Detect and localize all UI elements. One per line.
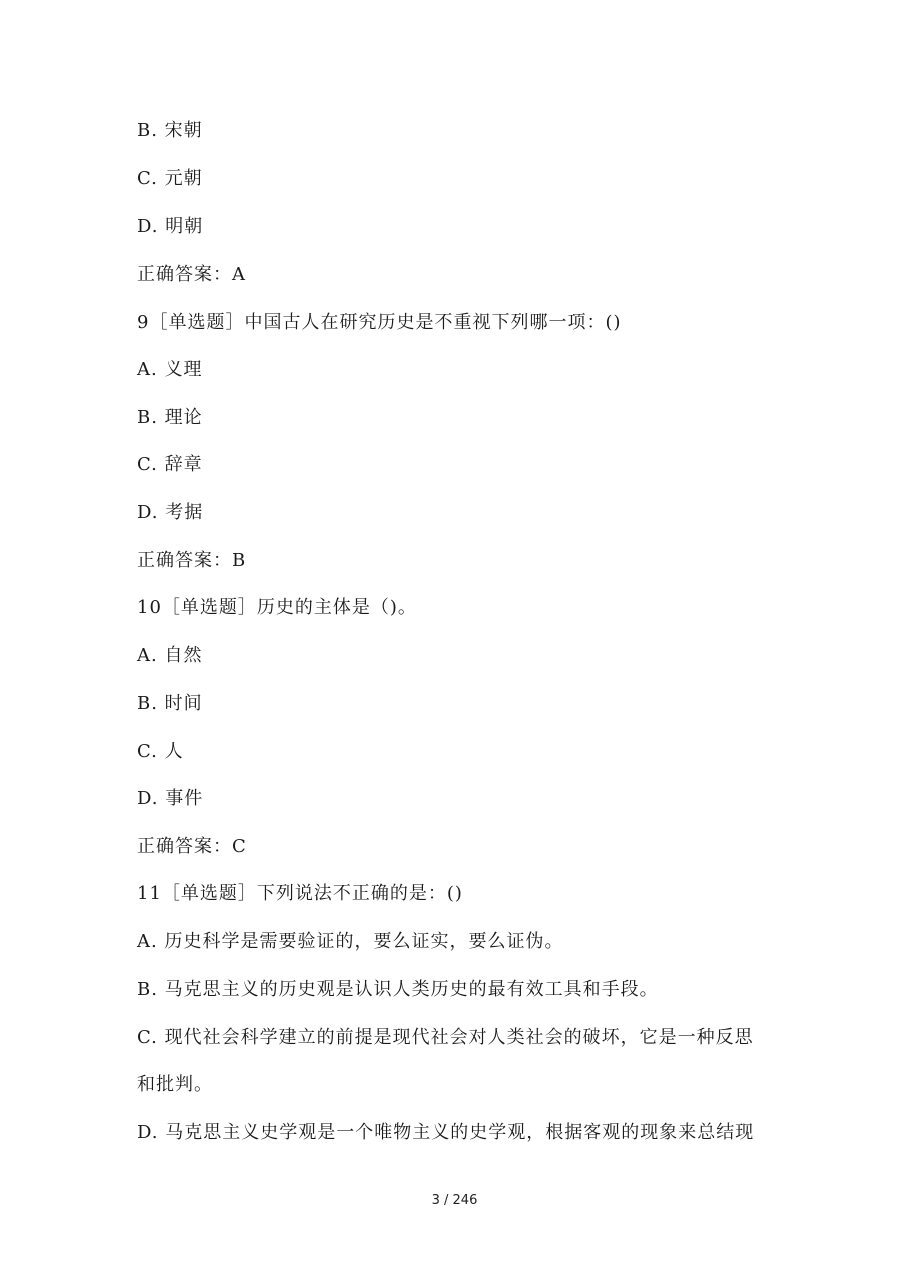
question-11: 11［单选题］下列说法不正确的是：() [137,883,463,904]
option-c-q8: C. 元朝 [137,168,203,189]
option-d-q9: D. 考据 [137,502,204,523]
option-b-q11: B. 马克思主义的历史观是认识人类历史的最有效工具和手段。 [137,979,659,1000]
option-c-q11-continued: 和批判。 [137,1074,213,1095]
answer-q10: 正确答案：C [137,836,247,857]
option-c-q11: C. 现代社会科学建立的前提是现代社会对人类社会的破坏，它是一种反思 [137,1027,754,1048]
option-a-q11: A. 历史科学是需要验证的，要么证实，要么证伪。 [137,931,564,952]
option-c-q9: C. 辞章 [137,454,203,475]
answer-q8: 正确答案：A [137,264,246,285]
option-b-q9: B. 理论 [137,407,203,428]
question-10: 10［单选题］历史的主体是（)。 [137,597,417,618]
answer-q9: 正确答案：B [137,550,247,571]
option-d-q8: D. 明朝 [137,216,204,237]
question-9: 9［单选题］中国古人在研究历史是不重视下列哪一项：() [137,312,622,333]
option-a-q10: A. 自然 [137,645,203,666]
option-b-q8: B. 宋朝 [137,120,203,141]
option-d-q10: D. 事件 [137,788,204,809]
option-a-q9: A. 义理 [137,359,203,380]
option-d-q11: D. 马克思主义史学观是一个唯物主义的史学观，根据客观的现象来总结现 [137,1122,755,1143]
option-c-q10: C. 人 [137,741,184,762]
option-b-q10: B. 时间 [137,693,203,714]
page-number: 3 / 246 [431,1193,478,1208]
